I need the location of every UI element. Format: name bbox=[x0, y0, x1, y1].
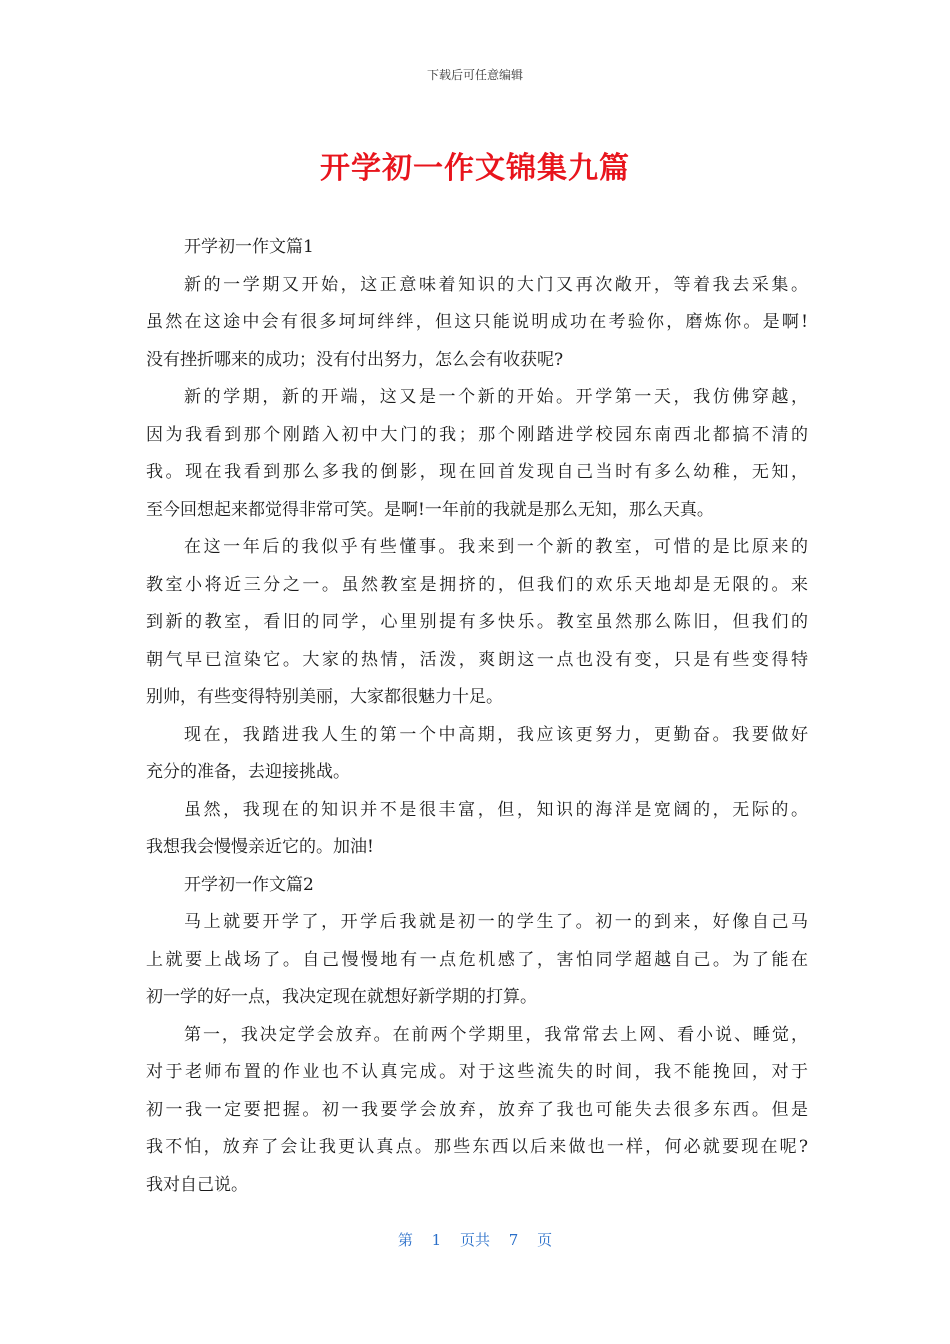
text-line: 没有挫折哪来的成功；没有付出努力，怎么会有收获呢? bbox=[146, 349, 564, 370]
section-heading: 开学初一作文篇1 bbox=[184, 237, 314, 257]
text-line: 新的学期，新的开端，这又是一个新的开始。开学第一天，我仿佛穿越， bbox=[184, 387, 808, 407]
document-title: 开学初一作文锦集九篇 bbox=[320, 151, 630, 186]
text-line: 到新的教室，看旧的同学，心里别提有多快乐。教室虽然那么陈旧，但我们的 bbox=[146, 612, 808, 632]
download-note: 下载后可任意编辑 bbox=[426, 68, 523, 82]
text-line: 我。现在我看到那么多我的倒影，现在回首发现自己当时有多么幼稚，无知， bbox=[146, 462, 808, 482]
text-line: 至今回想起来都觉得非常可笑。是啊!一年前的我就是那么无知，那么天真。 bbox=[146, 499, 714, 520]
text-line: 虽然，我现在的知识并不是很丰富，但，知识的海洋是宽阔的，无际的。 bbox=[184, 799, 808, 820]
text-line: 虽然在这途中会有很多坷坷绊绊，但这只能说明成功在考验你，磨炼你。是啊! bbox=[146, 312, 808, 332]
text-line: 充分的准备，去迎接挑战。 bbox=[146, 762, 350, 782]
page-number: 第 1 页共 7 页 bbox=[397, 1231, 553, 1249]
text-line: 初一学的好一点，我决定现在就想好新学期的打算。 bbox=[146, 987, 537, 1007]
text-line: 对于老师布置的作业也不认真完成。对于这些流失的时间，我不能挽回，对于 bbox=[146, 1062, 808, 1082]
document-body bbox=[146, 229, 808, 1204]
text-line: 因为我看到那个刚踏入初中大门的我；那个刚踏进学校园东南西北都搞不清的 bbox=[146, 424, 808, 445]
text-line: 我不怕，放弃了会让我更认真点。那些东西以后来做也一样，何必就要现在呢? bbox=[146, 1137, 808, 1157]
text-line: 初一我一定要把握。初一我要学会放弃，放弃了我也可能失去很多东西。但是 bbox=[146, 1099, 808, 1120]
text-line: 马上就要开学了，开学后我就是初一的学生了。初一的到来，好像自己马 bbox=[184, 912, 808, 932]
text-line: 第一，我决定学会放弃。在前两个学期里，我常常去上网、看小说、睡觉， bbox=[184, 1024, 808, 1045]
text-line: 教室小将近三分之一。虽然教室是拥挤的，但我们的欢乐天地却是无限的。来 bbox=[146, 574, 808, 595]
text-line: 在这一年后的我似乎有些懂事。我来到一个新的教室，可惜的是比原来的 bbox=[184, 537, 808, 557]
text-line: 上就要上战场了。自己慢慢地有一点危机感了，害怕同学超越自己。为了能在 bbox=[146, 949, 808, 970]
text-line: 朝气早已渲染它。大家的热情，活泼，爽朗这一点也没有变，只是有些变得特 bbox=[146, 649, 808, 670]
text-line: 现在，我踏进我人生的第一个中高期，我应该更努力，更勤奋。我要做好 bbox=[184, 724, 808, 745]
text-line: 新的一学期又开始，这正意味着知识的大门又再次敞开，等着我去采集。 bbox=[184, 274, 808, 295]
text-line: 我想我会慢慢亲近它的。加油! bbox=[146, 837, 374, 857]
section-heading: 开学初一作文篇2 bbox=[184, 874, 314, 895]
text-line: 我对自己说。 bbox=[146, 1174, 248, 1195]
text-line: 别帅，有些变得特别美丽，大家都很魅力十足。 bbox=[146, 687, 503, 707]
